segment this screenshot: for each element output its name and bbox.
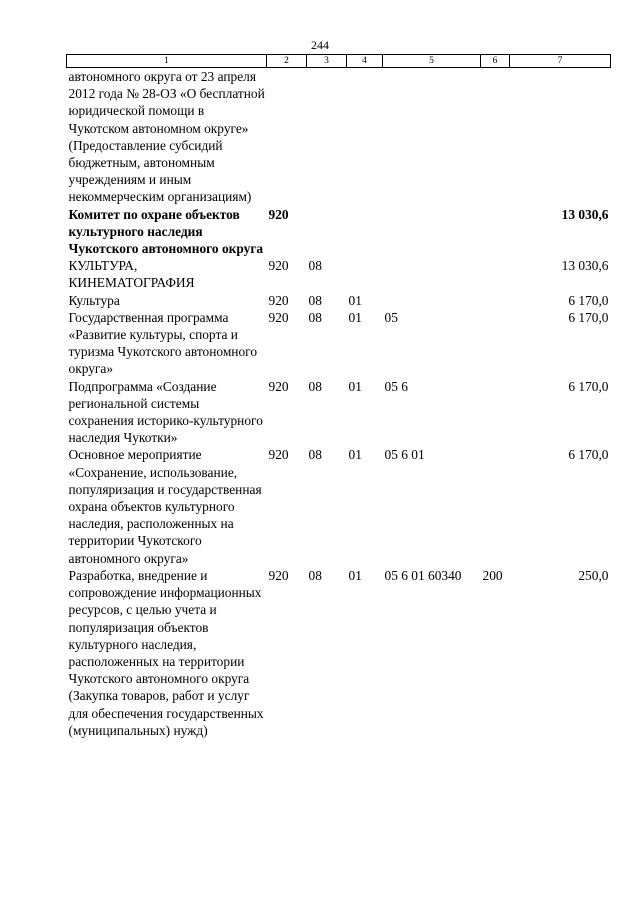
row-amount: 13 030,6	[561, 206, 609, 222]
row-code-ministry: 920	[268, 567, 289, 583]
row-code-ministry: 920	[268, 447, 289, 463]
table-row	[67, 257, 611, 291]
row-code-subsection	[347, 68, 383, 206]
table-row	[67, 567, 611, 739]
row-amount: 6 170,0	[568, 292, 609, 308]
table-row	[67, 378, 611, 447]
column-number-1: 1	[67, 55, 267, 68]
column-number-3: 3	[307, 55, 347, 68]
row-code-ministry	[267, 68, 307, 206]
row-name: Основное мероприятие «Сохранение, использование, популяризация и государственная охрана объектов культурного наследия, расположенных на территории Чукотского автономного округа»	[68, 447, 262, 566]
row-code-target: 05 6	[384, 378, 408, 394]
row-code-target: 05 6 01 60340	[384, 567, 462, 583]
row-amount	[510, 68, 611, 206]
row-code-expense-type	[481, 378, 510, 447]
row-code-ministry: 920	[268, 258, 289, 274]
page-number: 244	[311, 38, 329, 52]
row-code-ministry: 920	[268, 309, 289, 325]
row-code-subsection: 01	[348, 447, 362, 463]
row-code-section: 08	[308, 292, 322, 308]
row-code-expense-type	[481, 446, 510, 566]
row-code-section: 08	[308, 447, 322, 463]
column-number-7: 7	[510, 55, 611, 68]
row-code-expense-type: 200	[482, 567, 503, 583]
column-number-5: 5	[383, 55, 481, 68]
row-name: Культура	[68, 292, 120, 308]
row-code-expense-type	[481, 309, 510, 378]
table-row	[67, 68, 611, 206]
table-row	[67, 309, 611, 378]
row-code-expense-type	[481, 257, 510, 291]
row-code-ministry: 920	[268, 292, 289, 308]
row-code-subsection: 01	[348, 378, 362, 394]
row-code-target	[383, 292, 481, 309]
row-code-target	[383, 257, 481, 291]
row-code-ministry: 920	[268, 378, 289, 394]
column-number-2: 2	[267, 55, 307, 68]
row-name: КУЛЬТУРА, КИНЕМАТОГРАФИЯ	[68, 258, 195, 291]
row-code-subsection: 01	[348, 292, 362, 308]
budget-table	[66, 54, 611, 739]
row-code-subsection: 01	[348, 567, 362, 583]
row-code-subsection	[347, 257, 383, 291]
table-row	[67, 446, 611, 566]
row-code-expense-type	[481, 206, 510, 258]
row-code-target: 05 6 01	[384, 447, 425, 463]
row-code-expense-type	[481, 292, 510, 309]
row-amount: 6 170,0	[568, 447, 609, 463]
row-code-section	[307, 206, 347, 258]
row-code-section: 08	[308, 309, 322, 325]
row-code-section: 08	[308, 567, 322, 583]
row-code-section: 08	[308, 258, 322, 274]
row-name: Комитет по охране объектов культурного наследия Чукотского автономного округа	[68, 206, 264, 257]
row-amount: 6 170,0	[568, 309, 609, 325]
row-name: Государственная программа «Развитие культуры, спорта и туризма Чукотского автономного округа»	[68, 309, 258, 377]
row-name: Разработка, внедрение и сопровождение информационных ресурсов, с целью учета и популяризация объектов культурного наследия, расположенных на территории Чукотского автономного округа (Закупка товаров, работ и услуг для обеспечения государственных (муниципальных) нужд)	[68, 567, 264, 738]
row-code-target: 05	[384, 309, 398, 325]
row-code-target	[383, 206, 481, 258]
column-number-6: 6	[481, 55, 510, 68]
column-number-4: 4	[347, 55, 383, 68]
table-row	[67, 206, 611, 258]
row-code-subsection: 01	[348, 309, 362, 325]
row-code-expense-type	[481, 68, 510, 206]
row-amount: 6 170,0	[568, 378, 609, 394]
row-amount: 250,0	[578, 567, 609, 583]
row-code-subsection	[347, 206, 383, 258]
row-code-target	[383, 68, 481, 206]
row-code-section	[307, 68, 347, 206]
row-code-ministry: 920	[268, 206, 289, 222]
row-code-section: 08	[308, 378, 322, 394]
row-name: Подпрограмма «Создание региональной системы сохранения историко-культурного наследия Чукотки»	[68, 378, 263, 446]
column-number-row	[67, 55, 611, 68]
table-row	[67, 292, 611, 309]
row-amount: 13 030,6	[561, 258, 609, 274]
row-name: автономного округа от 23 апреля 2012 года № 28-ОЗ «О бесплатной юридической помощи в Чукотском автономном округе» (Предоставление субсидий бюджетным, автономным учреждениям и иным некоммерческим организациям)	[68, 69, 265, 205]
